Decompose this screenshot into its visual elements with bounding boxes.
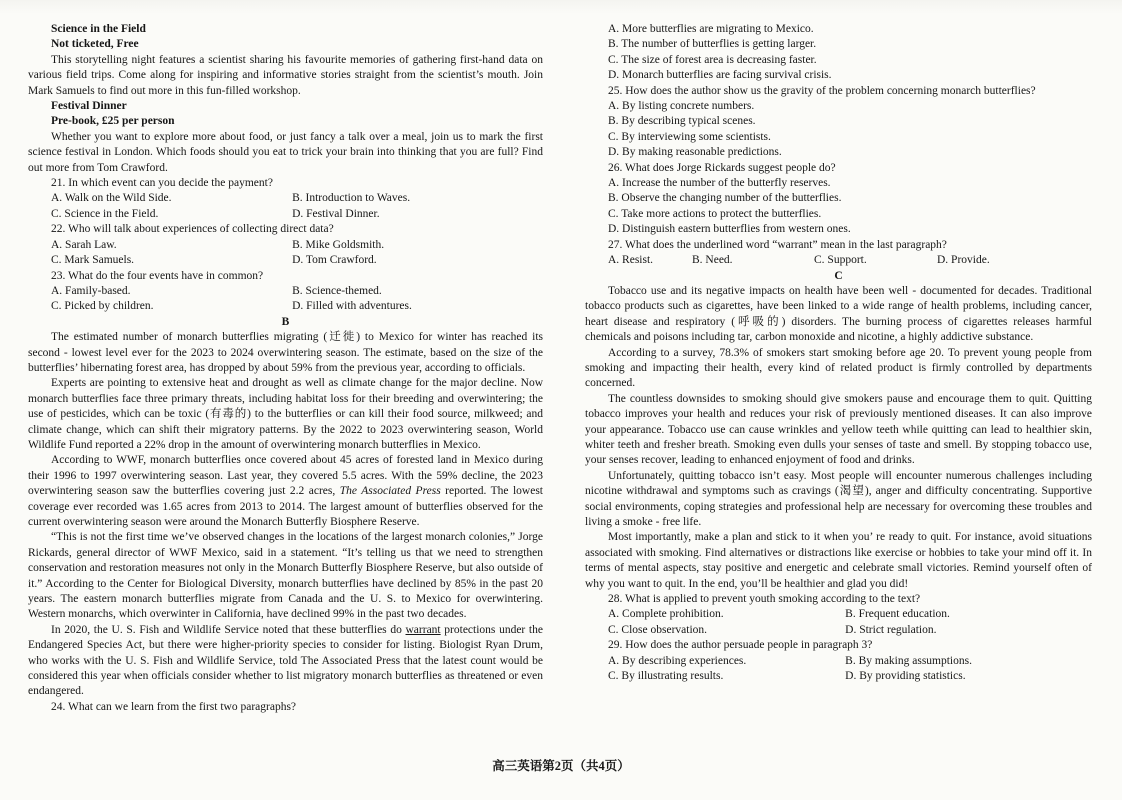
text-run: protections under the Endangered Species Act, but there were higher-priority species to consider for listing. Biologist Ryan Drum, who works with the U. S. Fish and Wildlife Service, told The Associated Press that the latest count would be considered this year when officials consider whether to list migratory monarch butterflies as threatened or even endangered.: [28, 623, 543, 698]
question-stem-24: 24. What can we learn from the first two paragraphs?: [51, 700, 297, 713]
passage-b-paragraph-4: “This is not the first time we’ve observed changes in the locations of the largest monarch colonies,” Jorge Rickards, general director of WWF Mexico, said in a statement. “It’s telling us that we need to strengthen conservation and restoration measures not only in the Monarch Butterfly Biosphere Reserve, but also outside of it.” According to the Center for Biological Diversity, monarch butterflies have declined by 85% in the past 20 years. The eastern monarch butterflies migrate from Canada and the U. S. to Mexico for overwintering. Western monarchs, which overwinter in California, have declined 99% in the past two decades.: [28, 531, 543, 621]
option-row: [585, 654, 1092, 669]
option-23b: B. Science-themed.: [292, 284, 382, 297]
option-25b: B. By describing typical scenes.: [608, 115, 756, 128]
passage-c-paragraph-4: Unfortunately, quitting tobacco isn’t easy. Most people will encounter numerous challenges including nicotine withdrawal and symptoms such as cravings (渴望), anger and difficulty concentrating. Supportive social environments, coping strategies and professional help are necessary for overcoming these troubles and living a smoke - free life.: [585, 469, 1092, 528]
event-description: This storytelling night features a scientist sharing his favourite memories of gathering first-hand data on various field trips. Come along for inspiring and informative stories straight from the scientist’s mouth. Join Mark Samuels to find out more in this fun-filled workshop.: [28, 53, 543, 97]
event-title: Science in the Field: [51, 23, 146, 35]
option-26a: A. Increase the number of the butterfly reserves.: [608, 177, 831, 190]
two-column-layout: [28, 22, 1092, 736]
option-28d: D. Strict regulation.: [845, 623, 937, 636]
page-footer: 高三英语第2页（共4页）: [492, 758, 630, 773]
option-25a: A. By listing concrete numbers.: [608, 100, 755, 113]
option-24d: D. Monarch butterflies are facing survival crisis.: [608, 69, 832, 82]
option-24b: B. The number of butterflies is getting larger.: [608, 38, 817, 51]
option-29a: A. By describing experiences.: [608, 654, 747, 667]
question-stem-29: 29. How does the author persuade people in paragraph 3?: [608, 639, 873, 652]
option-28a: A. Complete prohibition.: [608, 608, 724, 621]
option-22a: A. Sarah Law.: [51, 238, 117, 251]
option-26b: B. Observe the changing number of the butterflies.: [608, 192, 842, 205]
option-28c: C. Close observation.: [608, 623, 708, 636]
text-run: In 2020, the U. S. Fish and Wildlife Service noted that these butterflies do: [51, 623, 406, 636]
question-stem-23: 23. What do the four events have in common?: [51, 269, 264, 282]
option-row: [28, 238, 543, 253]
left-column: [28, 22, 543, 736]
option-21a: A. Walk on the Wild Side.: [51, 192, 172, 205]
event-subtitle: Pre-book, £25 per person: [51, 115, 175, 128]
passage-b-paragraph-1: The estimated number of monarch butterflies migrating (迁徙) to Mexico for winter has reached its second - lowest level ever for the 2023 to 2024 overwintering season. The estimate, based on the size of the butterflies’ hibernating forest area, has dropped by about 59% from the previous year, according to officials.: [28, 331, 543, 374]
option-25c: C. By interviewing some scientists.: [608, 130, 771, 143]
option-28b: B. Frequent education.: [845, 608, 950, 621]
option-row: [28, 299, 543, 314]
passage-b-paragraph-2: Experts are pointing to extensive heat and drought as well as climate change for the major decline. Now monarch butterflies face three primary threats, including habitat loss for their breeding and overwintering; the use of pesticides, which can be toxic (有毒的) to the butterflies or can kill their food source, milkweed; and climate change, which can shift their migratory patterns. By the 2022 to 2023 overwintering season, World Wildlife Fund reported a 22% drop in the amount of overwintering monarch butterflies in Mexico.: [28, 377, 543, 451]
question-stem-26: 26. What does Jorge Rickards suggest people do?: [608, 161, 836, 174]
question-stem-28: 28. What is applied to prevent youth smoking according to the text?: [608, 593, 921, 606]
option-22b: B. Mike Goldsmith.: [292, 238, 385, 251]
event-subtitle: Not ticketed, Free: [51, 38, 139, 51]
right-column: [585, 22, 1092, 736]
option-row: [585, 253, 1092, 268]
text-run: reported. The lowest coverage ever recorded was 1.65 acres from 2013 to 2014. The largest amount of butterflies observed for the current overwintering season were around the Monarch Butterfly Biosphere Reserve.: [28, 485, 543, 528]
passage-b-paragraph-5: [28, 623, 543, 700]
option-22d: D. Tom Crawford.: [292, 254, 377, 267]
passage-c-paragraph-1: Tobacco use and its negative impacts on health have been well - documented for decades. Traditional tobacco products such as cigarettes, have been linked to a wide range of health problems, including cancer, heart disease and respiratory (呼吸的) disorders. The burning process of cigarettes releases harmful chemicals and poisons including tar, carbon monoxide and nicotine, a highly addictive substance.: [585, 284, 1092, 344]
passage-c-paragraph-5: Most importantly, make a plan and stick to it when you’ re ready to quit. For instance, avoid situations associated with smoking. Find alternatives or distractions like exercise or hobbies to take your mind off it. In terms of mental aspects, stay positive and energetic and celebrate small victories. Remind yourself often of why you want to quit. In the end, you’ll be healthier and glad you did!: [585, 531, 1092, 590]
passage-b-paragraph-3: [28, 453, 543, 530]
question-stem-21: 21. In which event can you decide the payment?: [51, 177, 273, 190]
option-26c: C. Take more actions to protect the butterflies.: [608, 207, 822, 220]
underlined-word: warrant: [405, 623, 441, 636]
event-title: Festival Dinner: [51, 100, 127, 113]
option-29c: C. By illustrating results.: [608, 670, 724, 683]
option-29b: B. By making assumptions.: [845, 654, 972, 667]
option-22c: C. Mark Samuels.: [51, 254, 135, 267]
text-run: According to WWF, monarch butterflies once covered about 45 acres of forested land in Mexico during their 1996 to 1997 overwintering season. Last year, they covered 5.5 acres. With the 59% decline, the 2023 overwintering season saw the butterflies covering just 2.2 acres,: [28, 454, 543, 498]
option-25d: D. By making reasonable predictions.: [608, 146, 782, 159]
option-row: [28, 207, 543, 222]
option-row: [28, 284, 543, 299]
option-27d: D. Provide.: [937, 254, 990, 267]
option-row: [585, 607, 1092, 622]
option-24a: A. More butterflies are migrating to Mexico.: [608, 23, 814, 35]
option-21d: D. Festival Dinner.: [292, 207, 380, 220]
question-stem-25: 25. How does the author show us the gravity of the problem concerning monarch butterflies?: [608, 84, 1036, 97]
option-23c: C. Picked by children.: [51, 300, 154, 313]
option-23d: D. Filled with adventures.: [292, 300, 412, 313]
option-23a: A. Family-based.: [51, 284, 131, 297]
italic-source-name: The Associated Press: [339, 485, 441, 498]
option-24c: C. The size of forest area is decreasing faster.: [608, 53, 817, 66]
option-27c: C. Support.: [814, 254, 867, 267]
option-row: [585, 623, 1092, 638]
question-stem-22: 22. Who will talk about experiences of collecting direct data?: [51, 223, 334, 236]
option-27a: A. Resist.: [608, 254, 654, 267]
option-21b: B. Introduction to Waves.: [292, 192, 411, 205]
option-29d: D. By providing statistics.: [845, 670, 966, 683]
option-row: [28, 253, 543, 268]
question-stem-27: 27. What does the underlined word “warrant” mean in the last paragraph?: [608, 238, 947, 251]
passage-c-paragraph-3: The countless downsides to smoking should give smokers pause and encourage them to quit. Quitting tobacco improves your health and reduces your risk of previously mentioned diseases. It can also improve your appearance. Tobacco use can cause wrinkles and yellow teeth while quitting can lead to healthier skin, whiter teeth and fresher breath. Smoking even dulls your senses of taste and smell. By stopping tobacco use, your senses recover, leading to enhanced enjoyment of food and drinks.: [585, 392, 1092, 467]
option-21c: C. Science in the Field.: [51, 207, 159, 220]
option-27b: B. Need.: [692, 254, 733, 267]
option-row: [585, 669, 1092, 684]
option-row: [28, 191, 543, 206]
section-label-b: B: [281, 315, 290, 328]
option-26d: D. Distinguish eastern butterflies from western ones.: [608, 223, 851, 236]
section-label-c: C: [834, 269, 843, 282]
event-description: Whether you want to explore more about food, or just fancy a talk over a meal, join us to mark the first science festival in London. Which foods should you eat to trick your brain into thinking that you are full? Find out more from Tom Crawford.: [28, 130, 543, 174]
passage-c-paragraph-2: According to a survey, 78.3% of smokers start smoking before age 20. To prevent young people from smoking and impacting their health, every kind of related product is firmly controlled by departments concerned.: [585, 346, 1092, 390]
